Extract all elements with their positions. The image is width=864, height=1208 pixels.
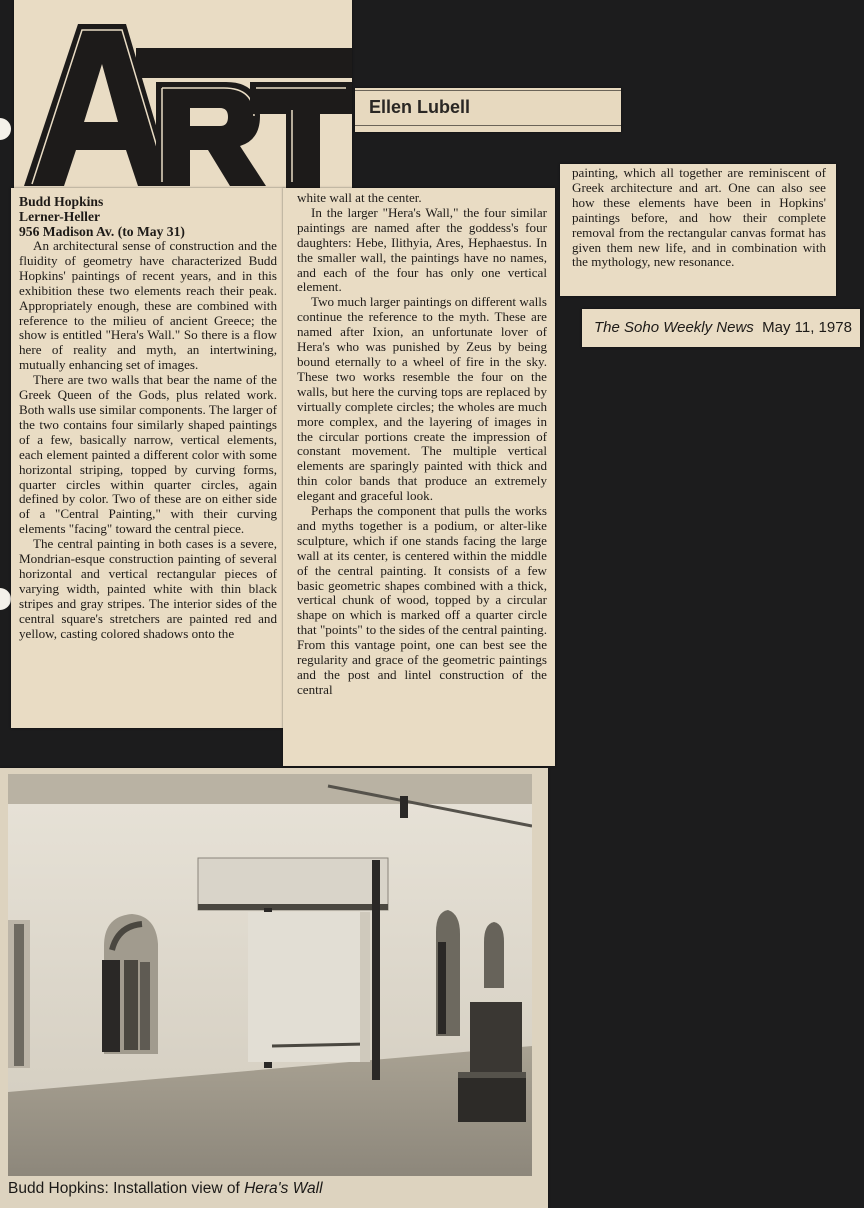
photo-caption — [8, 1180, 323, 1198]
art-section-header — [14, 0, 352, 188]
article-column-3 — [560, 164, 836, 296]
byline: Ellen Lubell — [369, 97, 471, 117]
byline-strip — [355, 88, 621, 132]
publication-date: May 11, 1978 — [762, 319, 852, 336]
binder-hole-middle — [0, 588, 11, 610]
byline-top-rule — [355, 90, 621, 91]
installation-photo — [8, 774, 532, 1176]
byline-bottom-rule — [355, 125, 621, 126]
artist-name: Budd Hopkins — [19, 194, 104, 209]
caption-text: Budd Hopkins: Installation view of — [8, 1180, 245, 1197]
gallery-name: Lerner-Heller — [19, 209, 101, 224]
paragraph: Two much larger paintings on different walls continue the reference to the myth. These are named after Ixion, an unfortunate lover of Hera's who was punished by Zeus by being bound eternally to a wheel of fire in the sky. These two works resemble the four on the walls, but here the curving tops are replaced by virtually complete circles; the wholes are much more complex, and the layering of images in the circular portions create the impression of constant movement. The multiple vertical elements are sparingly painted with thick and thin color bands that produce an extremely elegant and graceful look. — [297, 294, 547, 504]
publication-dateline — [582, 309, 860, 347]
binder-hole-top — [0, 118, 11, 140]
article-column-2 — [283, 188, 555, 766]
article-column-1 — [11, 188, 285, 728]
publication-name: The Soho Weekly News — [594, 319, 754, 336]
paragraph: painting, which all together are reminiscent of Greek architecture and art. One can also see how these elements have been in Hopkins' paintings before, and how their complete removal from the rectangular canvas format has given them new life, and in combination with the mythology, new resonance. — [572, 165, 826, 270]
gallery-address: 956 Madison Av. (to May 31) — [19, 224, 185, 239]
paragraph: white wall at the center. — [297, 190, 422, 205]
paragraph: Perhaps the component that pulls the works and myths together is a podium, or alter-like sculpture, which if one stands facing the large wall at its center, is centered within the middle of the central painting. It consists of a few basic geometric shapes combined with a thick, vertical chunk of wood, topped by a circular shape on which is marked off a quarter circle that "points" to the sides of the central painting. From this vantage point, one can best see the regularity and grace of the geometric paintings and the post and lintel construction of the central — [297, 503, 547, 697]
caption-title: Hera's Wall — [244, 1180, 323, 1197]
review-headline — [19, 194, 277, 239]
paragraph: There are two walls that bear the name of the Greek Queen of the Gods, plus related work. Both walls use similar components. The larger of the two contains four similarly shaped paintings of a few, basically narrow, vertical elements, each element painted a different color with some horizontal striping, topped by curving forms, quarter circles within quarter circles, again defined by color. Two of these are on either side of a "Central Painting," with their curving elements "facing" toward the central piece. — [19, 372, 277, 537]
paragraph: The central painting in both cases is a severe, Mondrian-esque construction painting of several horizontal and vertical rectangular pieces of varying width, painted white with thin black stripes and gray stripes. The interior sides of the central square's stretchers are painted red and yellow, casting colored shadows onto the — [19, 536, 277, 641]
paragraph: In the larger "Hera's Wall," the four similar paintings are named after the goddess's four daughters: Hebe, Ilithyia, Ares, Hephaestus. In the smaller wall, the paintings have no names, and each of the four has only one vertical element. — [297, 204, 547, 295]
photo-clipping — [0, 768, 548, 1208]
paragraph: An architectural sense of construction and the fluidity of geometry have characterized Budd Hopkins' paintings of recent years, and in this exhibition these two elements reach their peak. Appropriately enough, these are combined with reference to the milieu of ancient Greece; the show is entitled "Hera's Wall." So there is a flow here of reality and myth, an intertwining, mutually enhancing set of images. — [19, 238, 277, 373]
art-logo — [14, 0, 352, 188]
gallery-scene — [8, 774, 532, 1176]
